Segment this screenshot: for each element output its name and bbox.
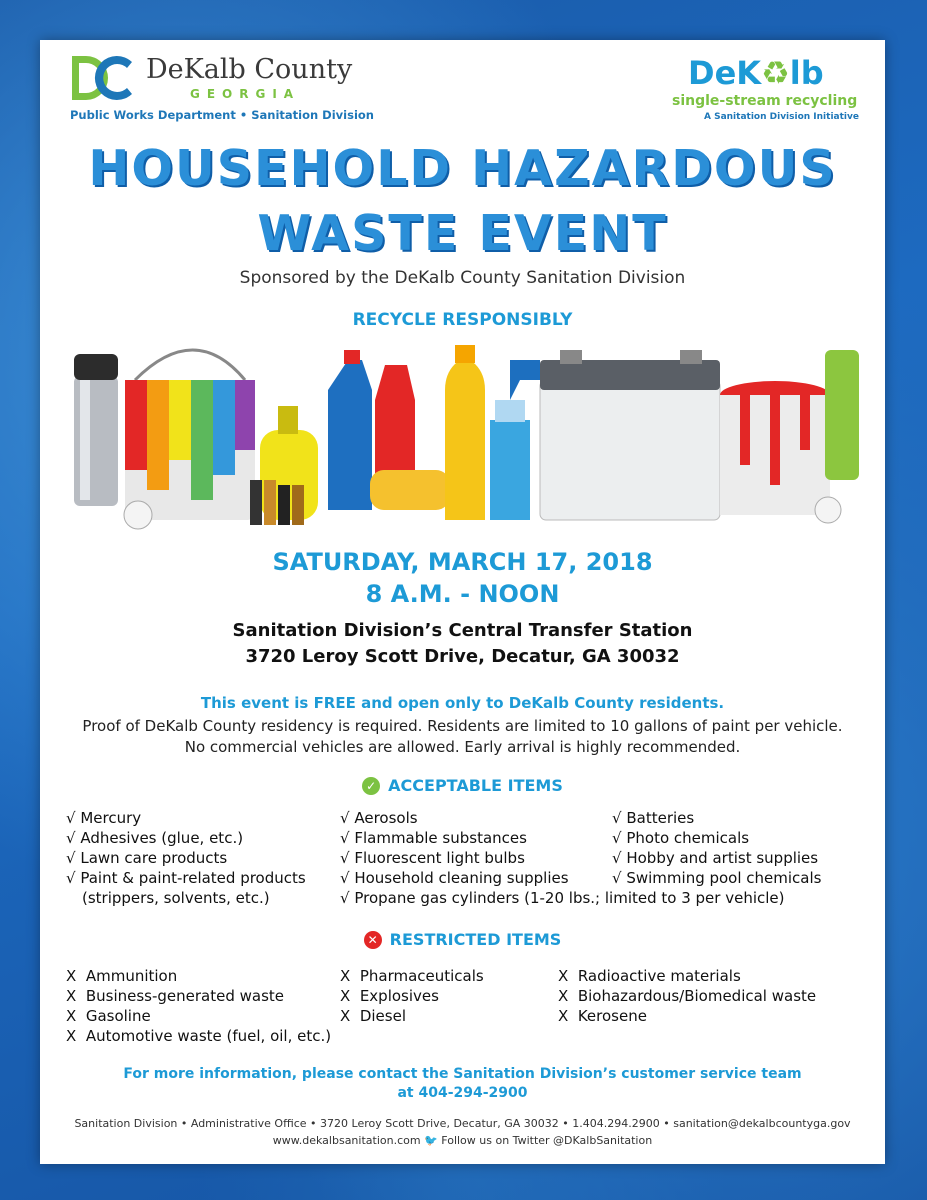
contact-line-1: For more information, please contact the Sanitation Division’s customer service team	[123, 1066, 802, 1082]
georgia-label: GEORGIA	[190, 87, 301, 101]
recycle-responsibly: RECYCLE RESPONSIBLY	[352, 310, 573, 330]
twitter-bird-icon: 🐦	[424, 1134, 438, 1147]
proof-notice: Proof of DeKalb County residency is required. Residents are limited to 10 gallons of paint per vehicle. No commercial vehicles are allowed. Early arrival is highly recommended.	[82, 717, 843, 756]
list-item: √ Household cleaning supplies	[340, 869, 569, 887]
list-item: X Explosives	[340, 987, 439, 1005]
x-circle-icon: ✕	[364, 931, 382, 949]
logo-lb: lb	[789, 54, 824, 92]
list-item: √ Flammable substances	[340, 829, 527, 847]
list-item: X Gasoline	[66, 1007, 151, 1025]
twitter-link[interactable]: Follow us on Twitter @DKalbSanitation	[441, 1134, 653, 1147]
event-title-line1: HOUSEHOLD HAZARDOUS	[88, 140, 837, 197]
event-location-name: Sanitation Division’s Central Transfer Station	[232, 620, 693, 641]
list-item: √ Mercury	[66, 809, 142, 827]
list-item: √ Batteries	[612, 809, 695, 827]
list-item: X Kerosene	[558, 1007, 647, 1025]
sponsor-line: Sponsored by the DeKalb County Sanitation Division	[239, 268, 686, 288]
dekalb-county-logo	[70, 54, 134, 102]
event-date: SATURDAY, MARCH 17, 2018	[272, 548, 653, 576]
list-item: √ Propane gas cylinders (1-20 lbs.; limited to 3 per vehicle)	[340, 889, 785, 907]
event-time: 8 A.M. - NOON	[365, 580, 560, 608]
recycle-icon: ♻	[761, 54, 790, 92]
acceptable-column-1	[66, 808, 306, 908]
list-item: X Ammunition	[66, 967, 178, 985]
county-name: DeKalb County	[146, 54, 353, 85]
flyer	[40, 40, 885, 1164]
list-item: √ Lawn care products	[66, 849, 228, 867]
event-title-line2: WASTE EVENT	[257, 205, 668, 262]
list-item: √ Swimming pool chemicals	[612, 869, 822, 887]
restricted-column-3	[558, 966, 816, 1026]
hazardous-products-illustration	[70, 340, 860, 540]
list-item: X Business-generated waste	[66, 987, 285, 1005]
event-location-address: 3720 Leroy Scott Drive, Decatur, GA 30032	[245, 646, 680, 667]
dc-monogram-icon	[70, 54, 134, 102]
list-item: X Pharmaceuticals	[340, 967, 484, 985]
list-item: X Automotive waste (fuel, oil, etc.)	[66, 1027, 332, 1045]
acceptable-column-3	[612, 808, 821, 888]
restricted-heading-text: RESTRICTED ITEMS	[389, 930, 562, 949]
check-circle-icon: ✓	[362, 777, 380, 795]
website-link[interactable]: www.dekalbsanitation.com	[272, 1134, 421, 1147]
list-item: √ Photo chemicals	[612, 829, 750, 847]
list-item: √ Adhesives (glue, etc.)	[66, 829, 244, 847]
list-item: X Radioactive materials	[558, 967, 741, 985]
acceptable-heading-text: ACCEPTABLE ITEMS	[388, 776, 563, 795]
list-item: √ Aerosols	[340, 809, 418, 827]
logo-dek: DeK	[688, 54, 762, 92]
logo-subtagline: A Sanitation Division Initiative	[704, 112, 859, 122]
contact-phone: at 404-294-2900	[397, 1085, 528, 1101]
list-item: √ Hobby and artist supplies	[612, 849, 819, 867]
list-item: X Biohazardous/Biomedical waste	[558, 987, 817, 1005]
restricted-column-2	[340, 966, 484, 1026]
restricted-items-heading	[40, 930, 885, 949]
list-item: X Diesel	[340, 1007, 406, 1025]
footer-web-line	[40, 1134, 885, 1147]
acceptable-items-heading	[40, 776, 885, 795]
footer-address-line: Sanitation Division • Administrative Office • 3720 Leroy Scott Drive, Decatur, GA 30032 • 1.404.294.2900 • sanitation@dekalbcountyga.gov	[74, 1117, 851, 1130]
department-line: Public Works Department • Sanitation Division	[70, 108, 374, 122]
restricted-column-1	[66, 966, 331, 1046]
list-item: √ Fluorescent light bulbs	[340, 849, 525, 867]
list-item: √ Paint & paint-related products	[66, 869, 306, 887]
single-stream-logo	[688, 54, 824, 92]
list-item-continuation: (strippers, solvents, etc.)	[82, 889, 270, 907]
logo-tagline: single-stream recycling	[672, 93, 858, 109]
free-notice: This event is FREE and open only to DeKalb County residents.	[200, 694, 725, 712]
